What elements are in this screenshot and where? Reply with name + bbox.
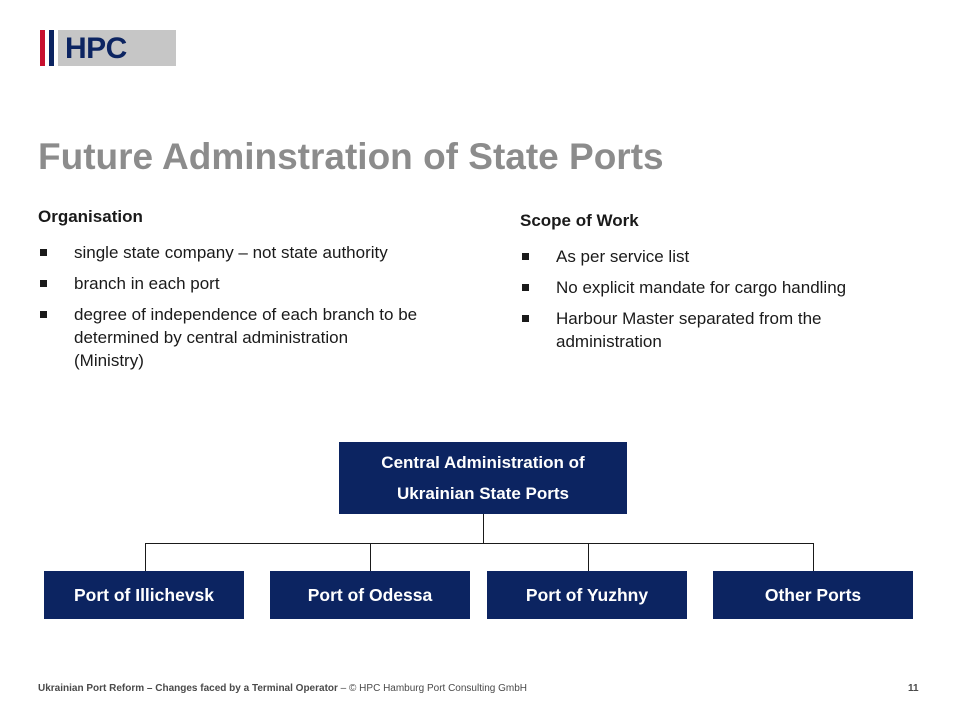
square-bullet-icon: [40, 280, 47, 287]
connector-child-2: [370, 543, 371, 571]
slide-title: Future Adminstration of State Ports: [38, 136, 664, 177]
square-bullet-icon: [522, 315, 529, 322]
connector-root-down: [483, 514, 484, 543]
connector-child-4: [813, 543, 814, 571]
port-odessa-box: Port of Odessa: [270, 571, 470, 619]
hpc-logo: [40, 30, 176, 66]
list-item: [38, 272, 418, 295]
list-item: [520, 307, 900, 353]
square-bullet-icon: [40, 311, 47, 318]
scope-of-work-list: [520, 245, 900, 353]
footer-copyright-text: – © HPC Hamburg Port Consulting GmbH: [337, 683, 528, 694]
square-bullet-icon: [522, 284, 529, 291]
connector-horizontal: [145, 543, 814, 544]
central-administration-line1: Central Administration of: [381, 453, 585, 472]
list-item-text: Harbour Master separated from the administration: [556, 309, 822, 351]
square-bullet-icon: [40, 249, 47, 256]
list-item-text: branch in each port: [74, 274, 220, 293]
square-bullet-icon: [522, 253, 529, 260]
organisation-list: [38, 241, 418, 372]
other-ports-box: Other Ports: [713, 571, 913, 619]
list-item-text: As per service list: [556, 247, 690, 266]
list-item-text: No explicit mandate for cargo handling: [556, 278, 847, 297]
connector-child-3: [588, 543, 589, 571]
logo-navy-bar: [49, 30, 54, 66]
connector-child-1: [145, 543, 146, 571]
scope-of-work-column: [520, 211, 900, 361]
port-illichevsk-box: Port of Illichevsk: [44, 571, 244, 619]
central-administration-line2: Ukrainian State Ports: [397, 484, 569, 503]
list-item: [38, 303, 418, 372]
list-item-text: degree of independence of each branch to be determined by central administration (Ministry): [74, 305, 418, 370]
central-administration-box: [339, 442, 627, 514]
list-item: [520, 276, 900, 299]
list-item: [38, 241, 418, 264]
footer-bold-text: Ukrainian Port Reform – Changes faced by a Terminal Operator: [38, 683, 338, 694]
logo-red-bar: [40, 30, 45, 66]
logo-text: HPC: [65, 32, 127, 65]
list-item: [520, 245, 900, 268]
list-item-text: single state company – not state authority: [74, 243, 388, 262]
scope-of-work-heading: Scope of Work: [520, 211, 639, 230]
port-yuzhny-box: Port of Yuzhny: [487, 571, 687, 619]
page-number: 11: [908, 683, 919, 694]
organisation-column: [38, 207, 418, 380]
organisation-heading: Organisation: [38, 207, 143, 226]
footer-text: [38, 683, 527, 694]
